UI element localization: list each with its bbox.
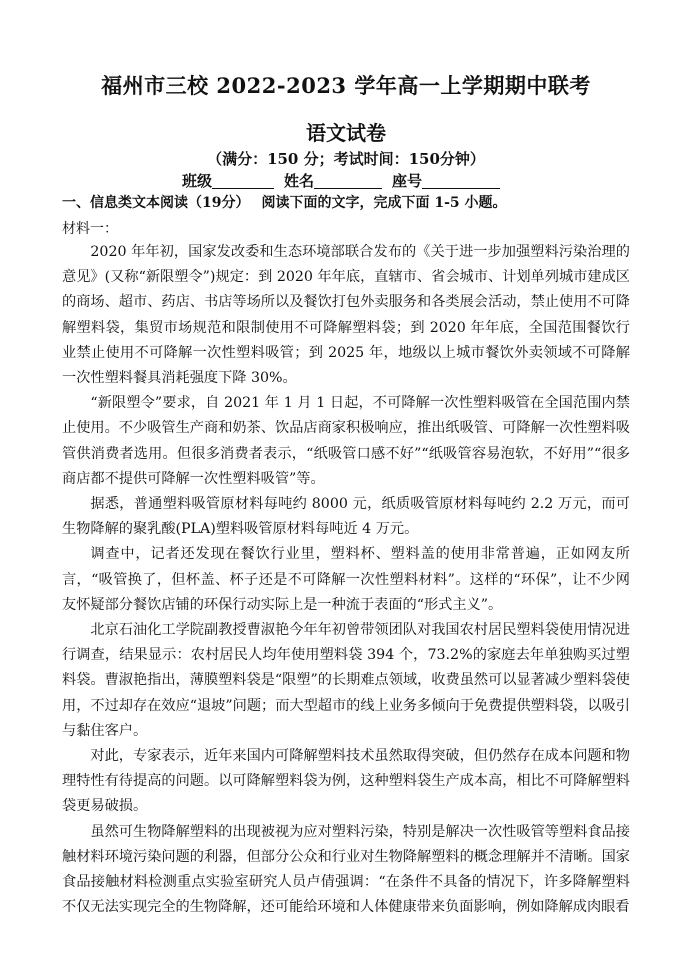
paragraph: 虽然可生物降解塑料的出现被视为应对塑料污染，特别是解决一次性吸管等塑料食品接触材料环境污染问题的利器，但部分公众和行业对生物降解塑料的概念理解并不清晰。国家食品接触材料检测重点实验室研究人员卢倩强调：“在条件不具备的情况下，许多降解塑料不仅无法实现完全的生物降解，还可能给环境和人体健康带来负面影响，例如降解成肉眼看: [62, 823, 630, 916]
name-label: 姓名: [283, 172, 314, 190]
name-blank[interactable]: [314, 172, 382, 189]
paragraph: 调查中，记者还发现在餐饮行业里，塑料杯、塑料盖的使用非常普遍，正如网友所言，“吸管换了，但杯盖、杯子还是不可降解一次性塑料材料”。这样的“环保”，让不少网友怀疑部分餐饮店铺的环保行动实际上是一种流于表面的“形式主义”。: [62, 546, 630, 613]
paragraph: 对此，专家表示，近年来国内可降解塑料技术虽然取得突破，但仍然存在成本问题和物理特性有待提高的问题。以可降解塑料袋为例，这种塑料袋生产成本高，相比不可降解塑料袋更易破损。: [62, 748, 630, 815]
seat-label: 座号: [392, 172, 423, 190]
exam-title: 福州市三校 2022-2023 学年高一上学期期中联考: [101, 73, 591, 98]
class-blank[interactable]: [212, 172, 274, 189]
section-instruction: 阅读下面的文字，完成下面 1-5 小题。: [261, 195, 507, 211]
section-heading-row: [62, 192, 507, 212]
paragraph: 北京石油化工学院副教授曹淑艳今年年初曾带领团队对我国农村居民塑料袋使用情况进行调查，结果显示：农村居民人均年使用塑料袋 394 个，73.2%的家庭去年单独购买过塑料袋。曹淑艳指出，薄膜塑料袋是“限塑”的长期难点领域，收费虽然可以显著减少塑料袋使用，不过却存在效应“退坡”问题；而大型超市的线上业务多倾向于免费提供塑料袋，以吸引与黏住客户。: [62, 622, 630, 739]
student-info-row: [0, 170, 692, 191]
section-heading: 一、信息类文本阅读（19分）: [62, 195, 250, 211]
reading-passage: [62, 240, 630, 920]
exam-subtitle: 语文试卷: [306, 121, 386, 145]
class-label: 班级: [181, 172, 212, 190]
exam-meta: （满分：150 分；考试时间：150分钟）: [207, 150, 485, 168]
paragraph: “新限塑令”要求，自 2021 年 1 月 1 日起，不可降解一次性塑料吸管在全国范围内禁止使用。不少吸管生产商和奶茶、饮品店商家积极响应，推出纸吸管、可降解一次性塑料吸管供消费者选用。但很多消费者表示，“纸吸管口感不好”“纸吸管容易泡软，不好用”“很多商店都不提供可降解一次性塑料吸管”等。: [62, 395, 630, 487]
paragraph: 据悉，普通塑料吸管原材料每吨约 8000 元，纸质吸管原材料每吨约 2.2 万元，而可生物降解的聚乳酸(PLA)塑料吸管原材料每吨近 4 万元。: [62, 496, 630, 538]
material-label: 材料一：: [62, 221, 118, 237]
seat-blank[interactable]: [422, 172, 500, 189]
paragraph: 2020 年年初，国家发改委和生态环境部联合发布的《关于进一步加强塑料污染治理的意见》(又称“新限塑令”)规定：到 2020 年年底，直辖市、省会城市、计划单列城市建成区的商场、超市、药店、书店等场所以及餐饮打包外卖服务和各类展会活动，禁止使用不可降解塑料袋，集贸市场规范和限制使用不可降解塑料袋；到 2020 年年底，全国范围餐饮行业禁止使用不可降解一次性塑料吸管；到 2025 年，地级以上城市餐饮外卖领域不可降解一次性塑料餐具消耗强度下降 30%。: [62, 244, 630, 387]
